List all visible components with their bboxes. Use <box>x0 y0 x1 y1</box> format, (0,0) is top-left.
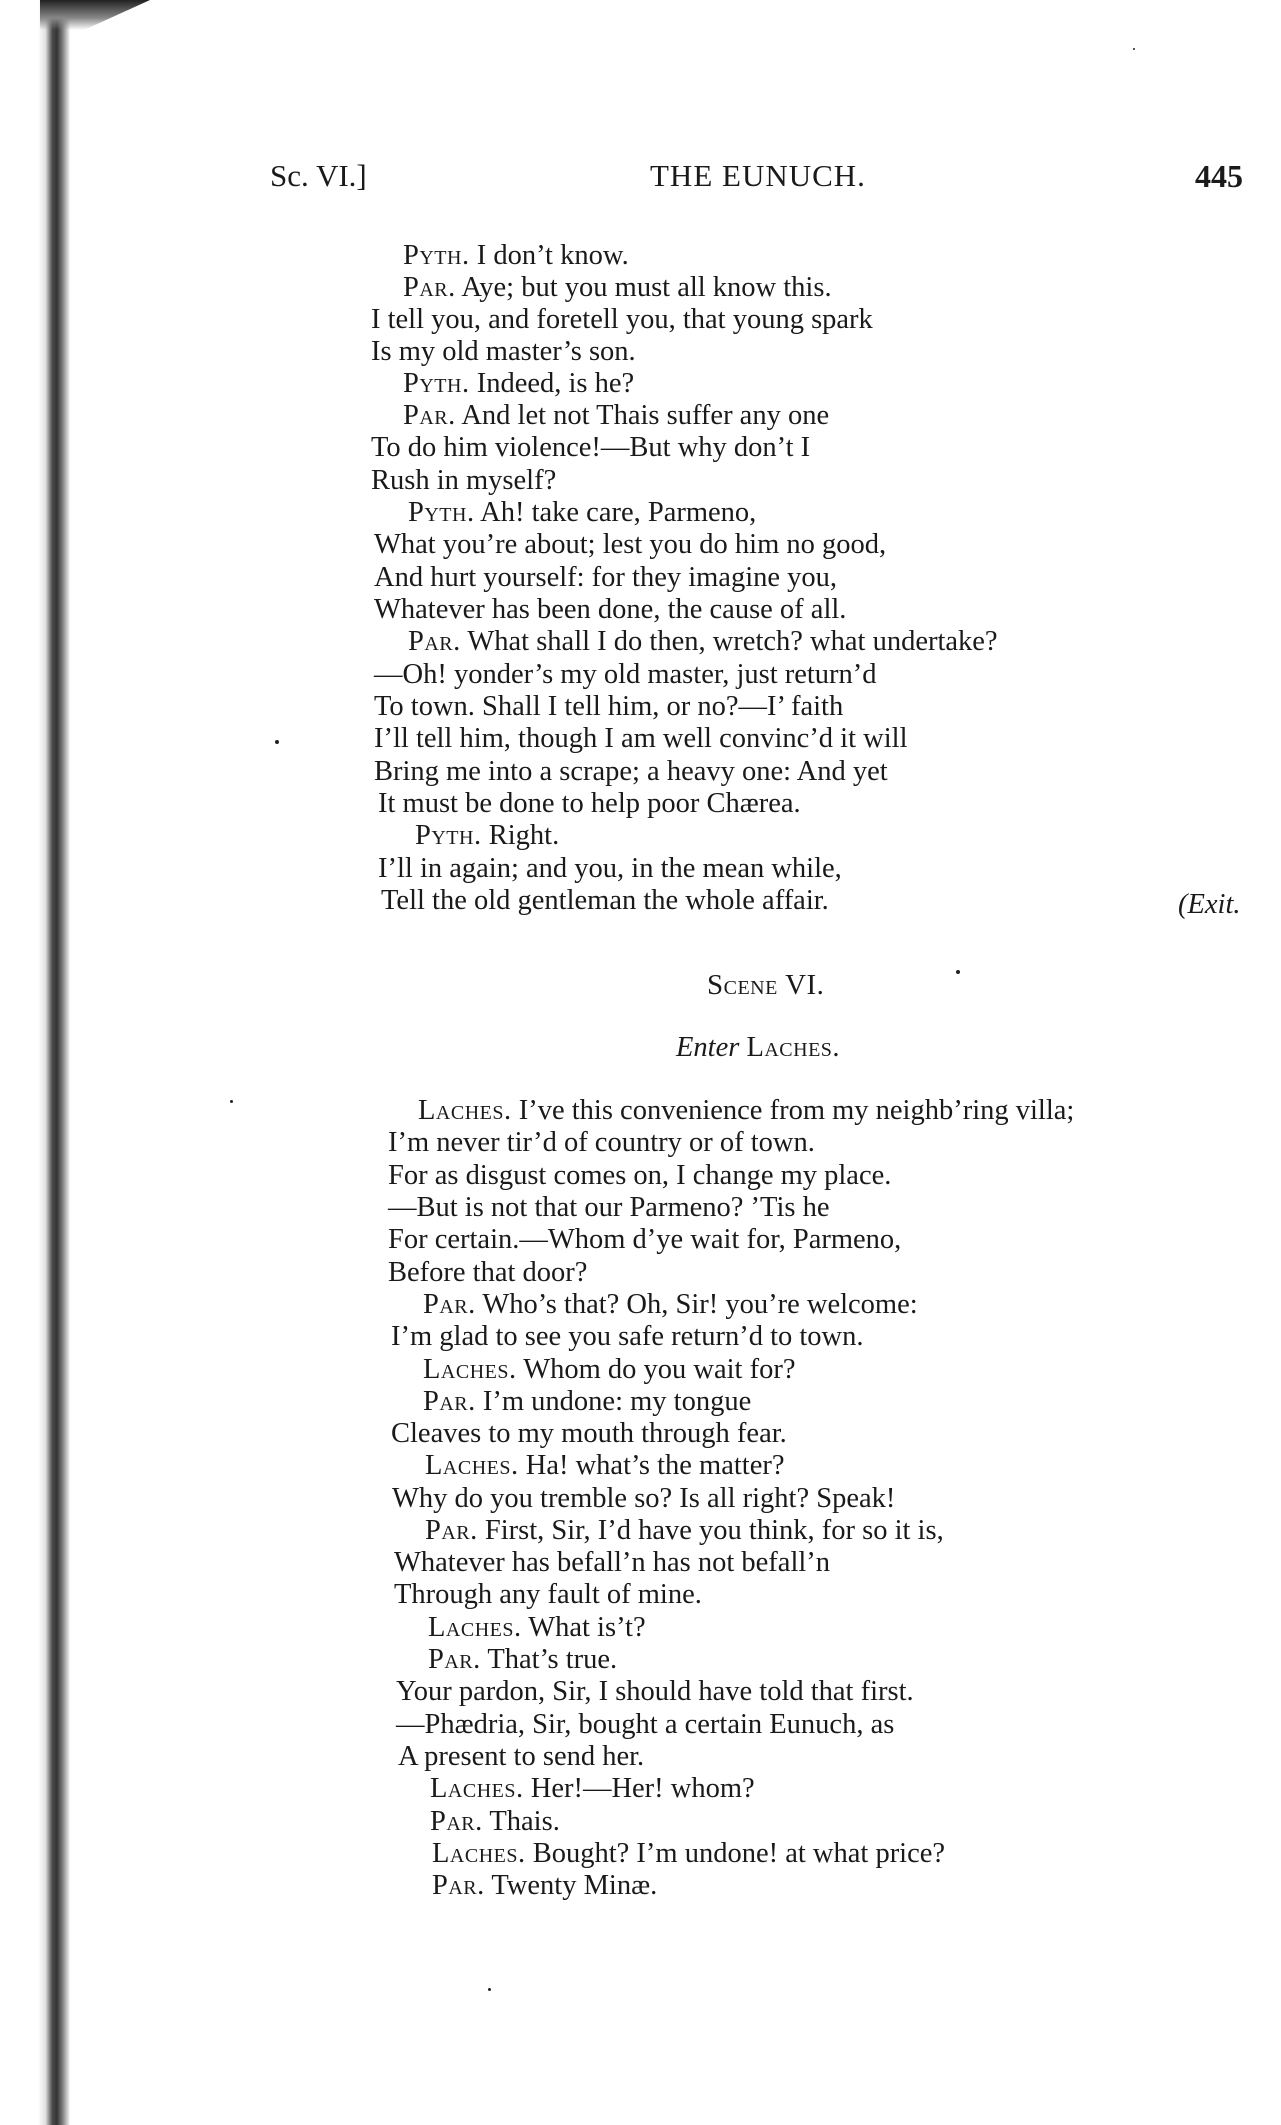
print-speck <box>230 1100 233 1103</box>
verse-line <box>423 1289 918 1321</box>
verse-text: Bring me into a scrape; a heavy one: And yet <box>374 756 888 787</box>
verse-line <box>432 1870 657 1902</box>
verse-line <box>371 465 556 497</box>
verse-text: What shall I do then, wretch? what undertake? <box>460 626 998 657</box>
verse-line <box>374 594 846 626</box>
binding-corner <box>40 0 150 30</box>
speaker-name: Par. <box>430 1806 483 1837</box>
verse-text: Twenty Minæ. <box>484 1870 658 1901</box>
speaker-name: Pyth. <box>408 497 475 528</box>
verse-text: —But is not that our Parmeno? ’Tis he <box>388 1192 830 1223</box>
verse-text: —Phædria, Sir, bought a certain Eunuch, as <box>396 1709 895 1740</box>
speaker-name: Par. <box>423 1289 476 1320</box>
verse-text: It must be done to help poor Chærea. <box>378 788 801 819</box>
speaker-name: Par. <box>403 272 456 303</box>
running-header <box>0 158 1281 208</box>
verse-text: Why do you tremble so? Is all right? Speak! <box>392 1483 896 1514</box>
verse-line <box>430 1806 560 1838</box>
speaker-name: Par. <box>425 1515 478 1546</box>
speaker-name: Pyth. <box>403 240 470 271</box>
verse-text: I’ll tell him, though I am well convinc’d it will <box>374 723 908 754</box>
verse-line <box>394 1579 702 1611</box>
speaker-name: Laches. <box>428 1612 522 1643</box>
verse-text: Cleaves to my mouth through fear. <box>391 1418 787 1449</box>
verse-line <box>374 562 837 594</box>
verse-text: I’m never tir’d of country or of town. <box>388 1127 815 1158</box>
verse-text: To do him violence!—But why don’t I <box>371 432 811 463</box>
verse-line <box>388 1127 815 1159</box>
verse-text: Ha! what’s the matter? <box>518 1450 785 1481</box>
verse-line <box>403 368 634 400</box>
verse-line <box>378 853 842 885</box>
verse-line <box>392 1483 895 1515</box>
speaker-name: Par. <box>403 400 456 431</box>
verse-text: For as disgust comes on, I change my place. <box>388 1160 892 1191</box>
speaker-name: Laches. <box>425 1450 519 1481</box>
verse-text: —Oh! yonder’s my old master, just return’d <box>374 659 877 690</box>
print-speck <box>275 740 279 744</box>
speaker-name: Par. <box>423 1386 476 1417</box>
verse-text: Her!—Her! whom? <box>523 1773 755 1804</box>
verse-text: A present to send her. <box>398 1741 645 1772</box>
verse-text: Whatever has been done, the cause of all. <box>374 594 847 625</box>
verse-text: For certain.—Whom d’ye wait for, Parmeno, <box>388 1224 902 1255</box>
verse-text: I tell you, and foretell you, that young spark <box>371 304 873 335</box>
verse-text: And hurt yourself: for they imagine you, <box>374 562 838 593</box>
verse-line <box>374 529 886 561</box>
verse-line <box>388 1160 891 1192</box>
verse-text: Bought? I’m undone! at what price? <box>525 1838 946 1869</box>
scene-reference: Sc. VI.] <box>270 158 367 193</box>
verse-line <box>388 1257 587 1289</box>
verse-text: Is my old master’s son. <box>371 336 636 367</box>
verse-line <box>388 1192 829 1224</box>
verse-line <box>408 626 998 658</box>
verse-line <box>425 1515 944 1547</box>
verse-text: Whom do you wait for? <box>516 1354 796 1385</box>
verse-line <box>432 1838 945 1870</box>
verse-text: First, Sir, I’d have you think, for so it is, <box>477 1515 944 1546</box>
verse-line <box>423 1386 751 1418</box>
verse-line <box>394 1547 830 1579</box>
verse-line <box>391 1418 787 1450</box>
print-speck <box>488 1988 491 1991</box>
verse-line <box>388 1224 901 1256</box>
verse-text: Before that door? <box>388 1257 588 1288</box>
verse-line <box>371 304 873 336</box>
verse-text: To town. Shall I tell him, or no?—I’ faith <box>374 691 844 722</box>
verse-line <box>371 432 810 464</box>
verse-line <box>381 885 829 917</box>
speaker-name: Par. <box>432 1870 485 1901</box>
verse-text: Thais. <box>482 1806 560 1837</box>
verse-text: Rush in myself? <box>371 465 557 496</box>
speaker-name: Laches. <box>423 1354 517 1385</box>
verse-line <box>415 820 559 852</box>
verse-text: Indeed, is he? <box>469 368 635 399</box>
verse-line <box>430 1773 755 1805</box>
speaker-name: Laches. <box>418 1095 512 1126</box>
verse-text: Aye; but you must all know this. <box>455 272 832 303</box>
scene-heading: Scene VI. <box>707 969 825 1001</box>
print-speck <box>1133 48 1135 50</box>
verse-line <box>403 240 629 272</box>
verse-text: Tell the old gentleman the whole affair. <box>381 885 829 916</box>
speaker-name: Laches. <box>430 1773 524 1804</box>
exit-direction: (Exit. <box>1178 889 1241 920</box>
speaker-name: Pyth. <box>403 368 470 399</box>
book-binding-shadow <box>0 0 95 2125</box>
verse-line <box>398 1741 644 1773</box>
verse-line <box>428 1644 617 1676</box>
verse-line <box>374 723 907 755</box>
verse-line <box>408 497 756 529</box>
verse-text: What is’t? <box>521 1612 646 1643</box>
verse-line <box>423 1354 796 1386</box>
speaker-name: Par. <box>408 626 461 657</box>
stage-direction-enter: Enter <box>676 1032 740 1063</box>
verse-line <box>374 756 888 788</box>
speaker-name: Pyth. <box>415 820 482 851</box>
stage-direction <box>676 1032 840 1064</box>
verse-line <box>371 336 636 368</box>
verse-line <box>428 1612 646 1644</box>
speaker-name: Laches. <box>432 1838 526 1869</box>
verse-text: Whatever has befall’n has not befall’n <box>394 1547 831 1578</box>
verse-text: Ah! take care, Parmeno, <box>474 497 757 528</box>
verse-text: That’s true. <box>480 1644 618 1675</box>
verse-text: Right. <box>481 820 560 851</box>
page-number: 445 <box>1195 158 1243 194</box>
verse-text: I’ll in again; and you, in the mean while, <box>378 853 842 884</box>
verse-line <box>378 788 801 820</box>
verse-text: Through any fault of mine. <box>394 1579 702 1610</box>
page-title: THE EUNUCH. <box>650 158 866 193</box>
verse-line <box>374 691 843 723</box>
verse-text: And let not Thais suffer any one <box>455 400 830 431</box>
verse-line <box>396 1676 914 1708</box>
verse-text: I’m glad to see you safe return’d to town. <box>391 1321 864 1352</box>
speaker-name: Par. <box>428 1644 481 1675</box>
verse-line <box>403 272 832 304</box>
verse-line <box>391 1321 864 1353</box>
verse-line <box>425 1450 785 1482</box>
verse-text: Your pardon, Sir, I should have told that first. <box>396 1676 914 1707</box>
verse-text: What you’re about; lest you do him no good, <box>374 529 887 560</box>
verse-line <box>418 1095 1074 1127</box>
verse-line <box>403 400 829 432</box>
verse-text: I don’t know. <box>469 240 629 271</box>
verse-line <box>396 1709 894 1741</box>
stage-direction-name: Laches. <box>746 1032 841 1063</box>
verse-text: I’m undone: my tongue <box>475 1386 752 1417</box>
verse-line <box>374 659 877 691</box>
print-speck <box>956 970 960 974</box>
verse-text: I’ve this convenience from my neighb’ring villa; <box>511 1095 1075 1126</box>
verse-text: Who’s that? Oh, Sir! you’re welcome: <box>475 1289 918 1320</box>
